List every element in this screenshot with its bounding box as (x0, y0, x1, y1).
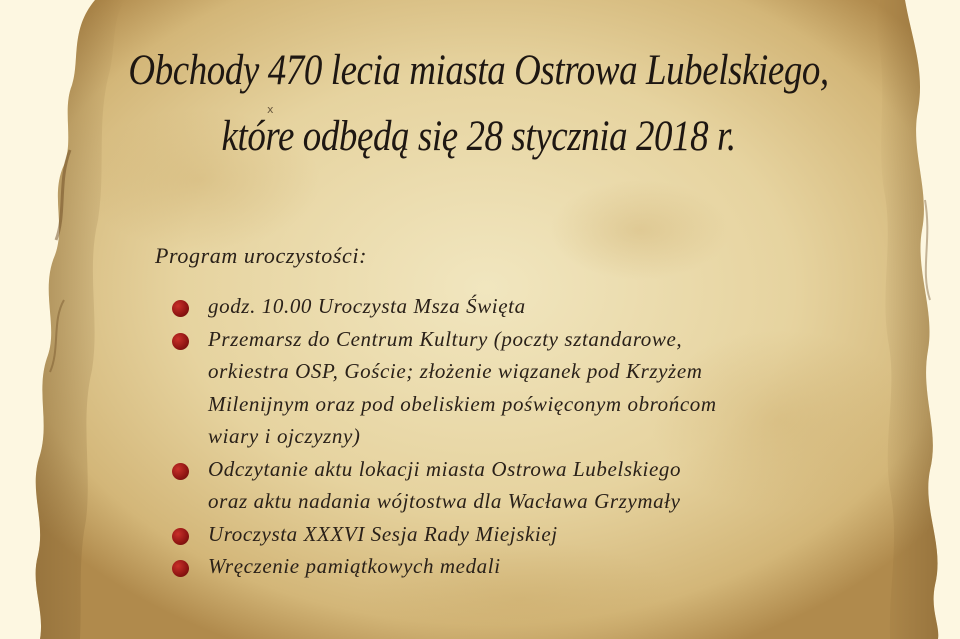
bullet-icon (172, 528, 189, 545)
program-item-text: godz. 10.00 Uroczysta Msza Święta (208, 294, 526, 318)
bullet-icon (172, 463, 189, 480)
stray-mark: x (267, 103, 274, 116)
program-item-text: Milenijnym oraz pod obeliskiem poświęconym obrońcom (208, 391, 717, 416)
program-item (172, 323, 812, 453)
bullet-icon (172, 333, 189, 350)
program-item-text: Wręczenie pamiątkowych medali (208, 554, 501, 578)
program-item (172, 550, 812, 583)
program-item-text: orkiestra OSP, Goście; złożenie wiązanek pod Krzyżem (208, 359, 703, 383)
page-title (66, 38, 892, 170)
bullet-icon (172, 560, 189, 577)
program-item-text: Uroczysta XXXVI Sesja Rady Miejskiej (208, 521, 558, 546)
program-item-text: wiary i ojczyzny) (208, 424, 361, 448)
program-item (172, 518, 812, 551)
program-item-text: Odczytanie aktu lokacji miasta Ostrowa Lubelskiego (208, 456, 682, 481)
bullet-icon (172, 300, 189, 317)
program-item-text: Przemarsz do Centrum Kultury (poczty sztandarowe, (208, 326, 683, 351)
program-list (172, 290, 812, 583)
title-line-2: które odbędą się 28 stycznia 2018 r. (221, 113, 736, 160)
program-item (172, 290, 812, 323)
title-line-1: Obchody 470 lecia miasta Ostrowa Lubelskiego, (128, 47, 829, 94)
program-item (172, 453, 812, 518)
program-heading: Program uroczystości: (155, 243, 368, 268)
program-item-text: oraz aktu nadania wójtostwa dla Wacława Grzymały (208, 489, 681, 513)
